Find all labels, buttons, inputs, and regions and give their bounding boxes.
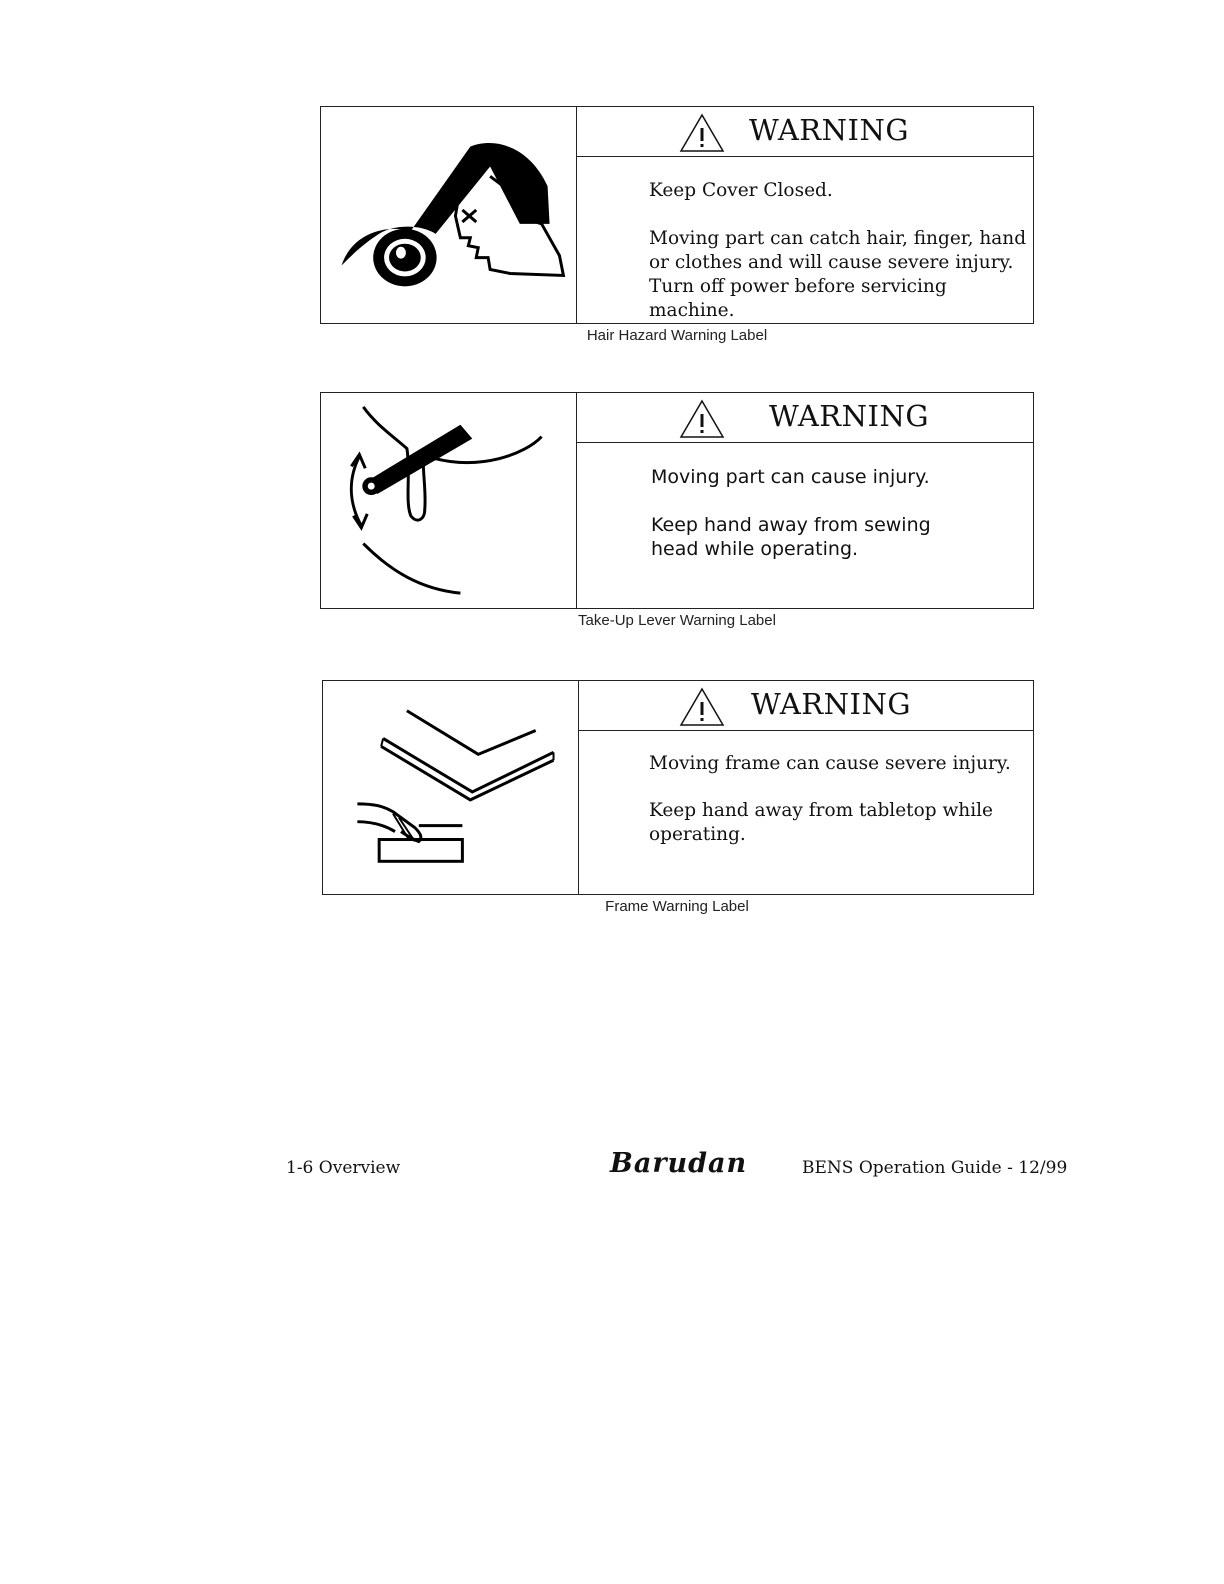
- hair-hazard-illustration: [321, 107, 577, 323]
- warning-triangle-icon: [679, 399, 725, 439]
- warning-line: head while operating.: [651, 538, 859, 560]
- take-up-lever-warning-label: [320, 392, 1034, 609]
- warning-heading: WARNING: [769, 399, 930, 433]
- frame-warning-label: [322, 680, 1034, 895]
- warning-heading: WARNING: [749, 113, 910, 147]
- frame-icon: [323, 681, 578, 894]
- label-caption: Frame Warning Label: [605, 898, 749, 915]
- brand-logo: Barudan: [610, 1148, 748, 1179]
- warning-triangle-icon: [679, 113, 725, 153]
- warning-body: [649, 179, 1033, 323]
- hair-hazard-icon: [321, 107, 576, 323]
- warning-line: Moving part can cause injury.: [651, 466, 930, 488]
- warning-line: Moving part can catch hair, finger, hand: [649, 228, 1027, 249]
- warning-line: operating.: [649, 824, 746, 845]
- hair-hazard-warning-label: [320, 106, 1034, 324]
- warning-line: Keep hand away from tabletop while: [649, 800, 994, 821]
- footer-page-section: 1-6 Overview: [286, 1158, 401, 1178]
- footer-guide-title: BENS Operation Guide - 12/99: [802, 1158, 1068, 1178]
- warning-line: Keep Cover Closed.: [649, 180, 833, 201]
- warning-header: [577, 393, 1033, 443]
- take-up-lever-illustration: [321, 393, 577, 608]
- frame-illustration: [323, 681, 579, 894]
- label-caption: Hair Hazard Warning Label: [586, 327, 768, 344]
- take-up-lever-icon: [321, 393, 576, 608]
- warning-line: Turn off power before servicing machine.: [649, 276, 947, 321]
- label-caption: Take-Up Lever Warning Label: [578, 612, 776, 629]
- warning-line: Keep hand away from sewing: [651, 514, 931, 536]
- warning-body: [651, 465, 931, 561]
- warning-header: [577, 107, 1033, 157]
- warning-heading: WARNING: [751, 687, 912, 721]
- warning-header: [579, 681, 1033, 731]
- warning-body: [649, 752, 1011, 847]
- warning-line: Moving frame can cause severe injury.: [649, 753, 1011, 774]
- warning-triangle-icon: [679, 687, 725, 727]
- warning-line: or clothes and will cause severe injury.: [649, 252, 1014, 273]
